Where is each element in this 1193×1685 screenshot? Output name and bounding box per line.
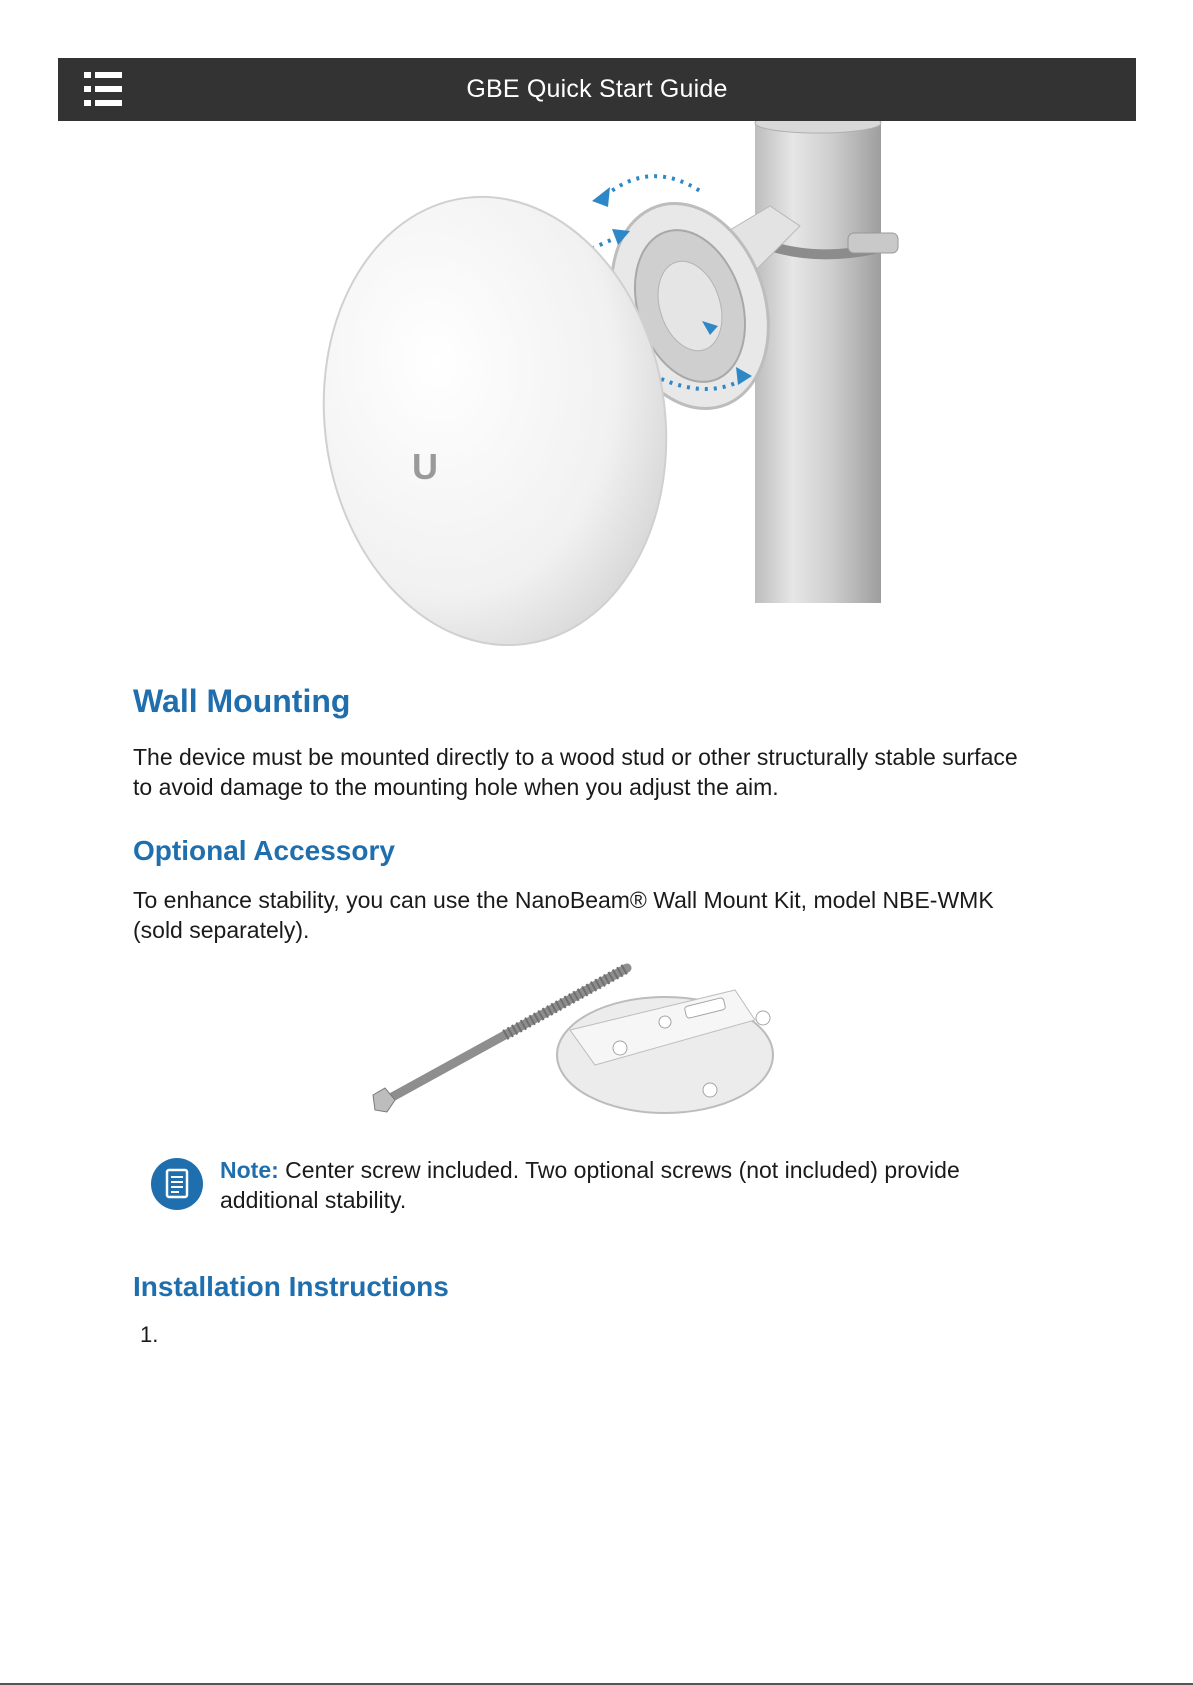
wall-mounting-text: The device must be mounted directly to a wood stud or other structurally stable surface to avoid damage to the mounting hole when you adjust the aim. [133,744,1018,800]
note-text: Center screw included. Two optional screws (not included) provide additional stability. [220,1157,960,1213]
optional-accessory-text: To enhance stability, you can use the NanoBeam® Wall Mount Kit, model NBE-WMK (sold separately). [133,887,994,943]
ubiquiti-logo: U [412,446,438,487]
wall-mount-kit-illustration [365,960,825,1120]
step-number: 1. [140,1322,159,1347]
page-title: GBE Quick Start Guide [466,75,728,103]
note-label: Note: [220,1157,279,1183]
optional-accessory-heading: Optional Accessory [133,835,395,866]
top-bar [58,58,1136,121]
note-icon [151,1158,203,1210]
note-paragraph [220,1155,1040,1215]
antenna-pole-illustration [300,121,920,646]
wall-mounting-heading: Wall Mounting [133,683,351,719]
installation-heading: Installation Instructions [133,1271,449,1302]
